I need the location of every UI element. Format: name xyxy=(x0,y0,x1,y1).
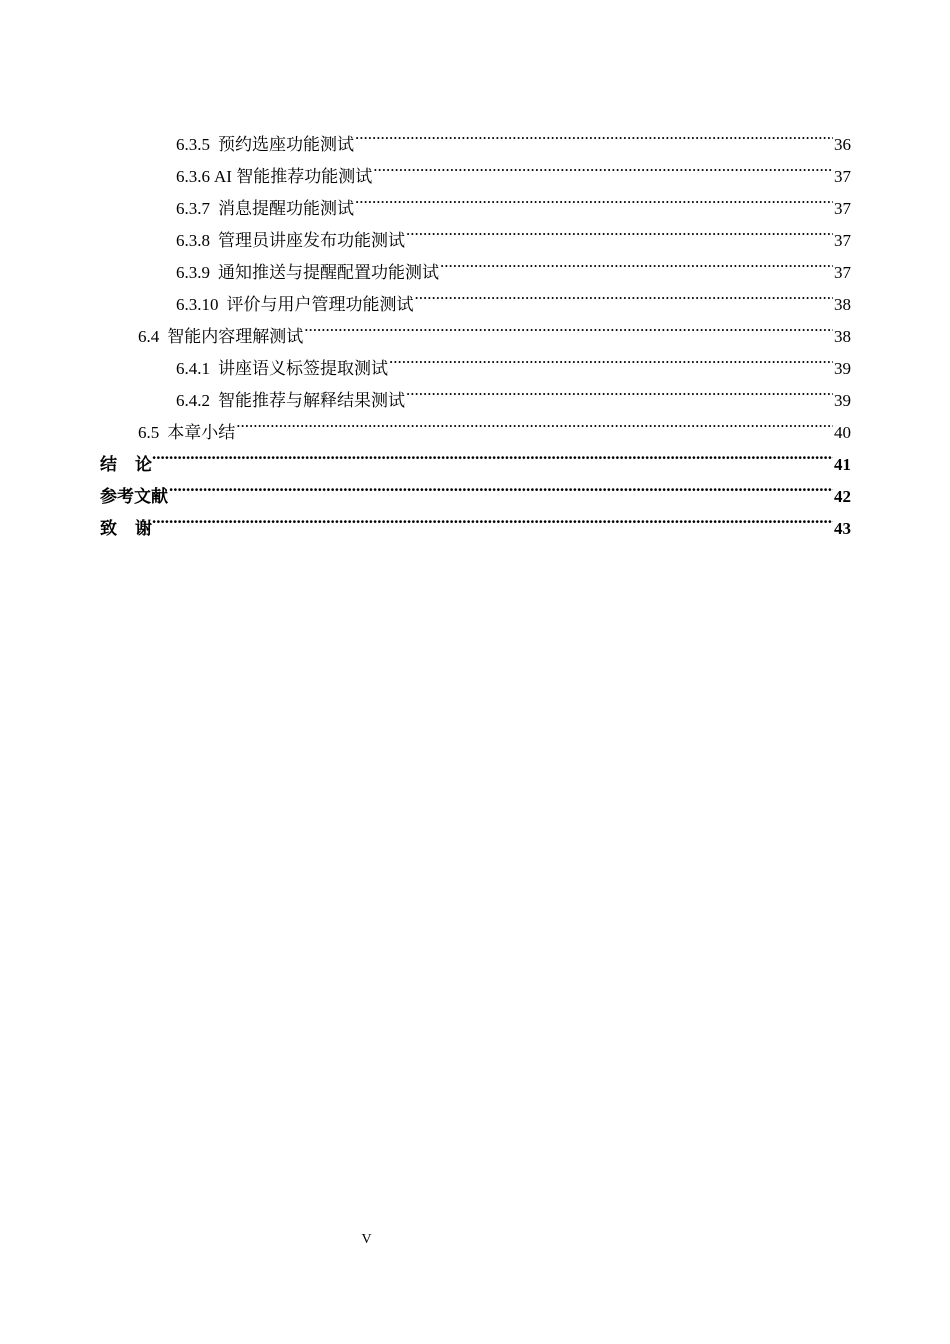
toc-entry-number: 6.5 xyxy=(138,423,160,442)
toc-entry-number: 6.3.10 xyxy=(176,295,219,314)
toc-entry-number: 6.3.8 xyxy=(176,231,210,250)
toc-entry-page: 39 xyxy=(834,359,851,378)
toc-entry-6-3-6[interactable] xyxy=(100,150,851,186)
toc-entry-number: 6.4.2 xyxy=(176,391,210,410)
toc-entry-title: 通知推送与提醒配置功能测试 xyxy=(218,263,439,282)
toc-entry-title: 智能内容理解测试 xyxy=(167,327,304,346)
toc-entry-title: 管理员讲座发布功能测试 xyxy=(218,231,405,250)
table-of-contents xyxy=(100,118,851,538)
toc-entry-number: 6.3.9 xyxy=(176,263,210,282)
toc-dot-leader xyxy=(406,214,833,246)
toc-entry-page: 37 xyxy=(834,199,851,218)
toc-entry-page: 43 xyxy=(834,519,851,538)
toc-entry-title: 参考文献 xyxy=(100,487,168,506)
toc-entry-number: 6.3.7 xyxy=(176,199,210,218)
toc-entry-page: 38 xyxy=(834,327,851,346)
toc-entry-title: 结论 xyxy=(100,455,170,474)
toc-dot-leader xyxy=(389,342,833,374)
page-number: V xyxy=(361,1232,372,1247)
toc-entry-page: 37 xyxy=(834,263,851,282)
toc-entry-6-3-5[interactable] xyxy=(100,118,851,154)
toc-entry-6-5[interactable] xyxy=(100,406,851,442)
toc-entry-page: 36 xyxy=(834,135,851,154)
toc-dot-leader xyxy=(169,470,833,502)
toc-entry-page: 37 xyxy=(834,167,851,186)
toc-entry-number: 6.4.1 xyxy=(176,359,210,378)
toc-entry-title: 讲座语义标签提取测试 xyxy=(218,359,388,378)
toc-entry-page: 37 xyxy=(834,231,851,250)
toc-entry-6-3-7[interactable] xyxy=(100,182,851,218)
toc-entry-title: 本章小结 xyxy=(167,423,236,442)
toc-entry-title: 预约选座功能测试 xyxy=(218,135,354,154)
toc-entry-title: 智能推荐与解释结果测试 xyxy=(218,391,405,410)
toc-entry-number: 6.3.6 xyxy=(176,167,210,186)
toc-entry-title: 消息提醒功能测试 xyxy=(218,199,354,218)
toc-dot-leader xyxy=(373,150,833,182)
toc-dot-leader xyxy=(152,502,833,534)
toc-entry-number: 6.4 xyxy=(138,327,160,346)
toc-dot-leader xyxy=(236,406,833,438)
toc-entry-page: 39 xyxy=(834,391,851,410)
toc-entry-title: 评价与用户管理功能测试 xyxy=(226,295,414,314)
toc-entry-6-4-2[interactable] xyxy=(100,374,851,410)
toc-entry-page: 42 xyxy=(834,487,851,506)
toc-entry-title: AI 智能推荐功能测试 xyxy=(214,167,373,186)
toc-dot-leader xyxy=(152,438,833,470)
toc-entry-6-3-10[interactable] xyxy=(100,278,851,314)
toc-entry-page: 40 xyxy=(834,423,851,442)
toc-entry-number: 6.3.5 xyxy=(176,135,210,154)
toc-entry-conclusion[interactable] xyxy=(100,438,851,474)
toc-entry-page: 38 xyxy=(834,295,851,314)
toc-entry-title: 致谢 xyxy=(100,519,170,538)
toc-dot-leader xyxy=(415,278,834,310)
toc-entry-page: 41 xyxy=(834,455,851,474)
toc-dot-leader xyxy=(304,310,833,342)
toc-entry-acknowledgements[interactable] xyxy=(100,502,851,538)
toc-entry-6-3-9[interactable] xyxy=(100,246,851,282)
toc-dot-leader xyxy=(355,182,833,214)
toc-entry-references[interactable] xyxy=(100,470,851,506)
toc-dot-leader xyxy=(406,374,833,406)
toc-dot-leader xyxy=(355,118,833,150)
toc-entry-6-3-8[interactable] xyxy=(100,214,851,250)
toc-dot-leader xyxy=(440,246,833,278)
